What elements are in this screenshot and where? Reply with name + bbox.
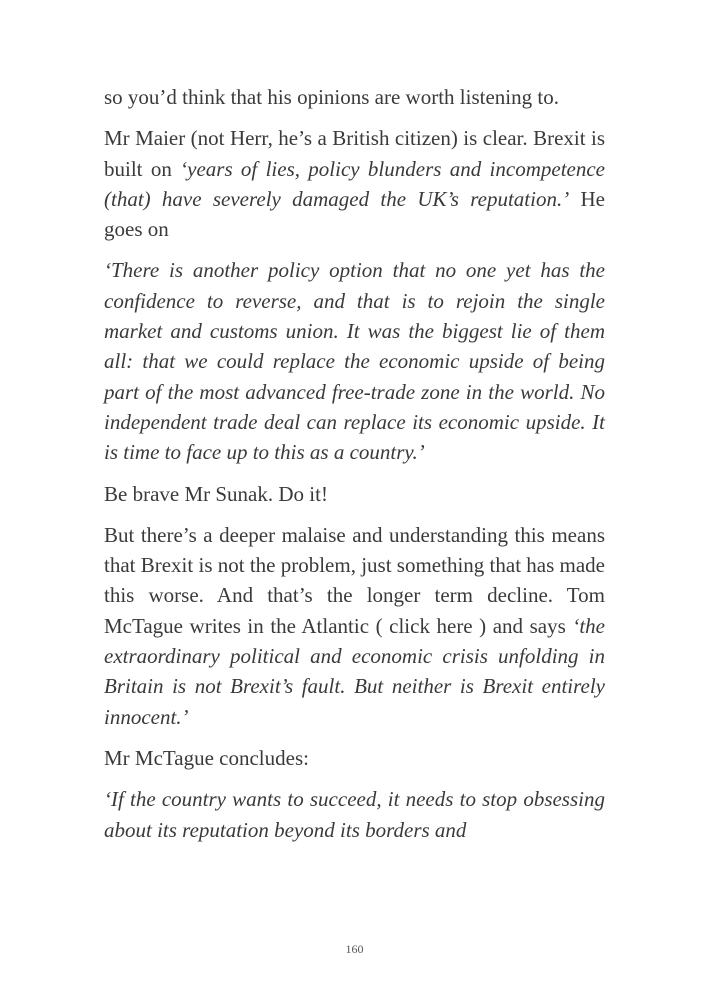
- quote-text: ‘years of lies, policy blunders and incompetence (that) have severely damaged the UK’s reputation.’: [104, 156, 605, 211]
- quote-text: ‘the extraordinary political and economic crisis unfolding in Britain is not Brexit’s fault. But neither is Brexit entirely innocent.’: [104, 613, 605, 729]
- paragraph-text: Be brave Mr Sunak. Do it!: [104, 481, 328, 506]
- blockquote-policy-option: [104, 255, 605, 467]
- blockquote-country-succeed: [104, 784, 605, 845]
- paragraph-be-brave: [104, 479, 605, 509]
- page-number: 160: [345, 942, 364, 956]
- page-body: [104, 82, 605, 856]
- paragraph-text: Mr Maier (not Herr, he’s a British citizen) is clear. Brexit is built on: [104, 126, 605, 181]
- paragraph-mctague-concludes: [104, 743, 605, 773]
- quote-text: ‘There is another policy option that no one yet has the confidence to reverse, and that is to rejoin the single market and customs union. It was the biggest lie of them all: that we could replace the economic upside of being part of the most advanced free-trade zone in the world. No independent trade deal can replace its economic upside. It is time to face up to this as a country.’: [104, 258, 605, 465]
- paragraph-text: so you’d think that his opinions are worth listening to.: [104, 85, 559, 109]
- paragraph-malaise: [104, 520, 605, 732]
- quote-text: ‘If the country wants to succeed, it needs to stop obsessing about its reputation beyond its borders and: [104, 787, 605, 842]
- paragraph-text: He goes on: [104, 186, 605, 242]
- paragraph-text: Mr McTague concludes:: [104, 745, 309, 770]
- paragraph-text: But there’s a deeper malaise and understanding this means that Brexit is not the problem, just something that has made this worse. And that’s the longer term decline. Tom McTague writes in the Atlantic ( click here ) and says: [104, 522, 606, 638]
- paragraph-opinions: [104, 82, 605, 112]
- paragraph-maier: [104, 123, 605, 244]
